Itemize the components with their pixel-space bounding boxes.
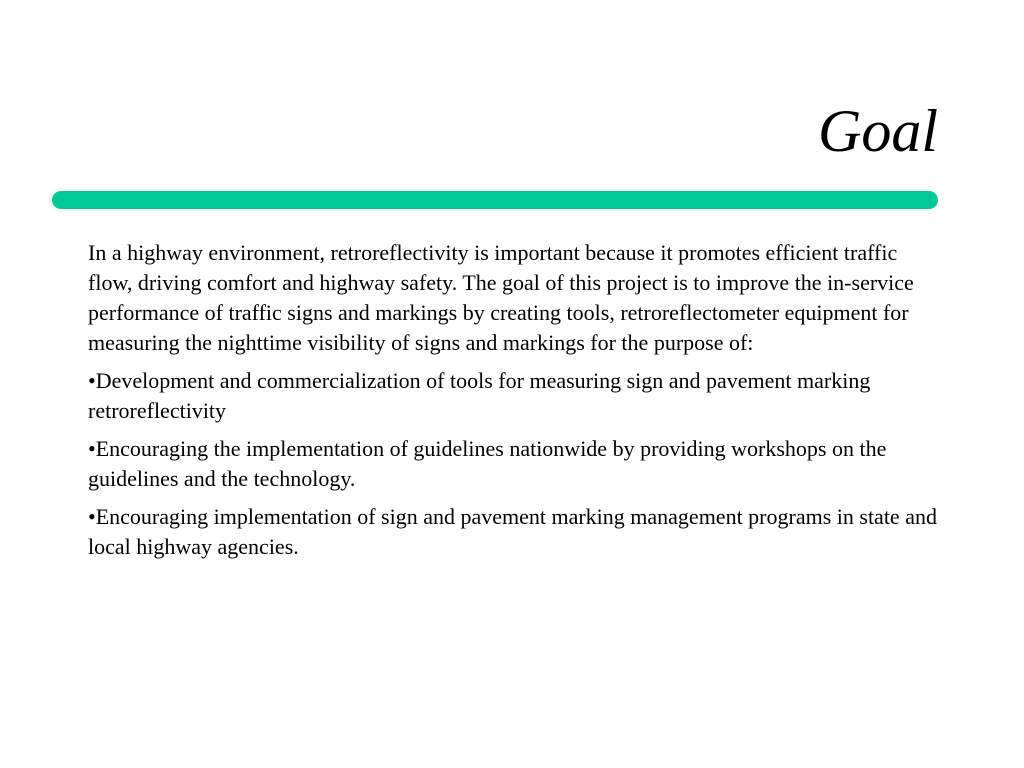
bullet-item: •Development and commercialization of tools for measuring sign and pavement marking retroreflectivity [88, 368, 871, 423]
intro-paragraph: In a highway environment, retroreflectivity is important because it promotes efficient traffic flow, driving comfort and highway safety. The goal of this project is to improve the in-service performance of traffic signs and markings by creating tools, retroreflectometer equipment for measuring the nighttime visibility of signs and markings for the purpose of: [88, 240, 914, 355]
slide-title: Goal [818, 98, 938, 164]
bullet-item: •Encouraging implementation of sign and pavement marking management programs in state and local highway agencies. [88, 504, 937, 559]
bullet-item: •Encouraging the implementation of guidelines nationwide by providing workshops on the guidelines and the technology. [88, 436, 887, 491]
slide-body [88, 238, 938, 570]
title-divider [52, 191, 938, 209]
